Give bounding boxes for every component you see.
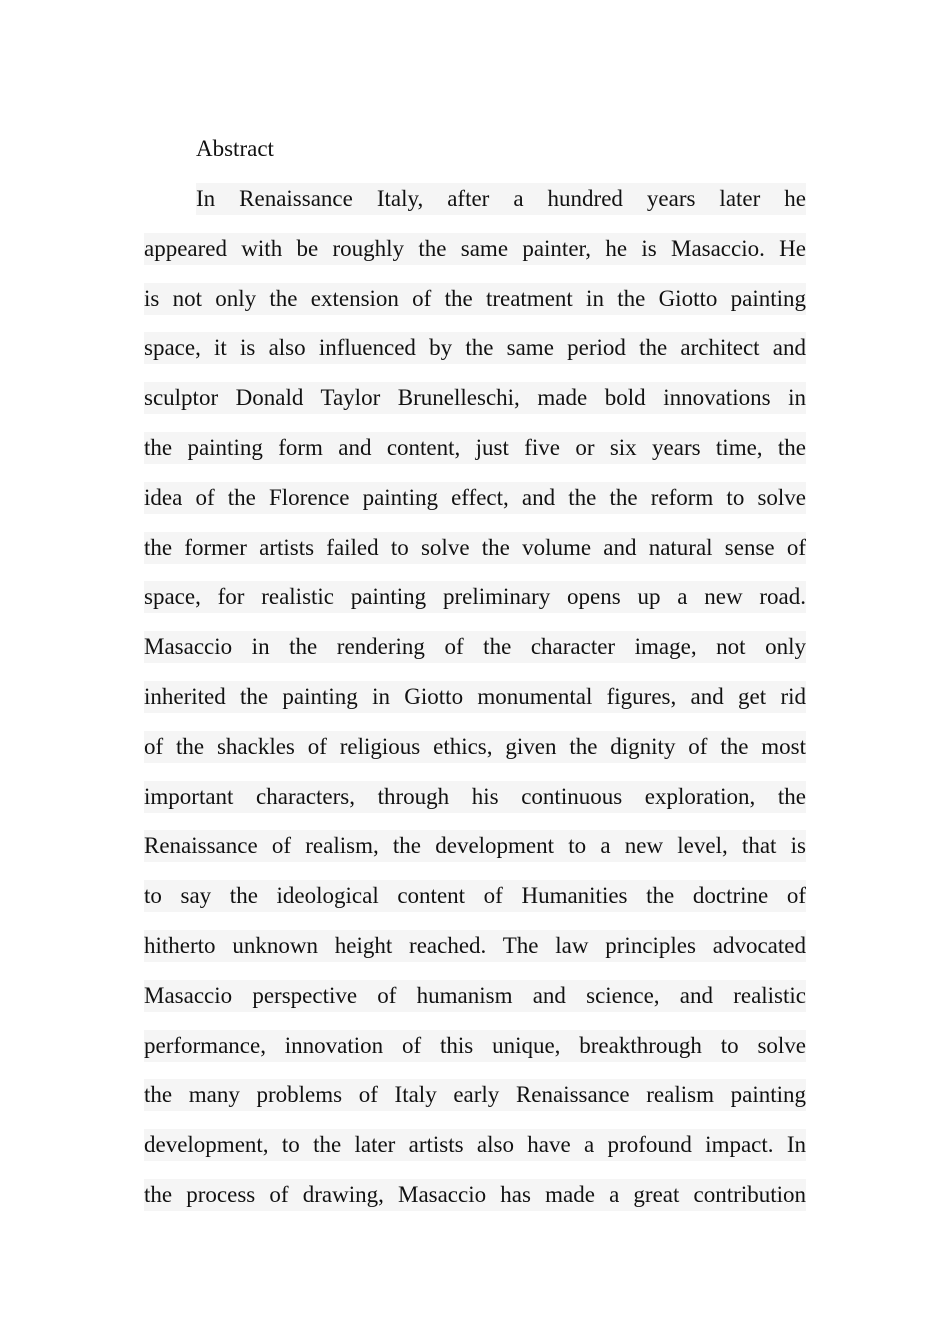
text-line: [144, 1179, 806, 1229]
text-line: [144, 980, 806, 1030]
text-line-content: space, for realistic painting preliminary opens up a new road.: [144, 581, 806, 613]
text-line-content: inherited the painting in Giotto monumental figures, and get rid: [144, 681, 806, 713]
text-line-content: space, it is also influenced by the same period the architect and: [144, 332, 806, 364]
text-line-content: the process of drawing, Masaccio has made a great contribution: [144, 1179, 806, 1211]
text-line: [144, 532, 806, 582]
text-line: [144, 631, 806, 681]
text-line: [144, 1030, 806, 1080]
text-line-content: hitherto unknown height reached. The law principles advocated: [144, 930, 806, 962]
text-line: [144, 731, 806, 781]
text-line: [144, 880, 806, 930]
text-line-content: important characters, through his continuous exploration, the: [144, 781, 806, 813]
text-line: [144, 1129, 806, 1179]
text-line-content: sculptor Donald Taylor Brunelleschi, made bold innovations in: [144, 382, 806, 414]
text-line: [144, 681, 806, 731]
text-line: [144, 482, 806, 532]
text-line: [144, 332, 806, 382]
text-line-content: of the shackles of religious ethics, given the dignity of the most: [144, 731, 806, 763]
text-line-content: the painting form and content, just five or six years time, the: [144, 432, 806, 464]
text-line: [144, 930, 806, 980]
text-line-content: Masaccio perspective of humanism and science, and realistic: [144, 980, 806, 1012]
text-line-content: In Renaissance Italy, after a hundred years later he: [196, 183, 806, 215]
text-line: [144, 1079, 806, 1129]
abstract-heading: Abstract: [196, 136, 274, 161]
text-line-content: performance, innovation of this unique, breakthrough to solve: [144, 1030, 806, 1062]
text-line: [144, 283, 806, 333]
text-line-content: development, to the later artists also have a profound impact. In: [144, 1129, 806, 1161]
text-line-content: Renaissance of realism, the development to a new level, that is: [144, 830, 806, 862]
text-line: [144, 781, 806, 831]
text-line: [144, 183, 806, 233]
text-line: [144, 581, 806, 631]
text-line-content: the former artists failed to solve the volume and natural sense of: [144, 532, 806, 564]
text-line-content: the many problems of Italy early Renaissance realism painting: [144, 1079, 806, 1111]
text-line-content: appeared with be roughly the same painter, he is Masaccio. He: [144, 233, 806, 265]
text-line-content: Masaccio in the rendering of the character image, not only: [144, 631, 806, 663]
text-line: [144, 432, 806, 482]
text-line: [144, 830, 806, 880]
abstract-body: [144, 183, 806, 1229]
text-line-content: is not only the extension of the treatment in the Giotto painting: [144, 283, 806, 315]
text-line: [144, 233, 806, 283]
text-line-content: idea of the Florence painting effect, and the the reform to solve: [144, 482, 806, 514]
text-line-content: to say the ideological content of Humanities the doctrine of: [144, 880, 806, 912]
text-line: [144, 382, 806, 432]
